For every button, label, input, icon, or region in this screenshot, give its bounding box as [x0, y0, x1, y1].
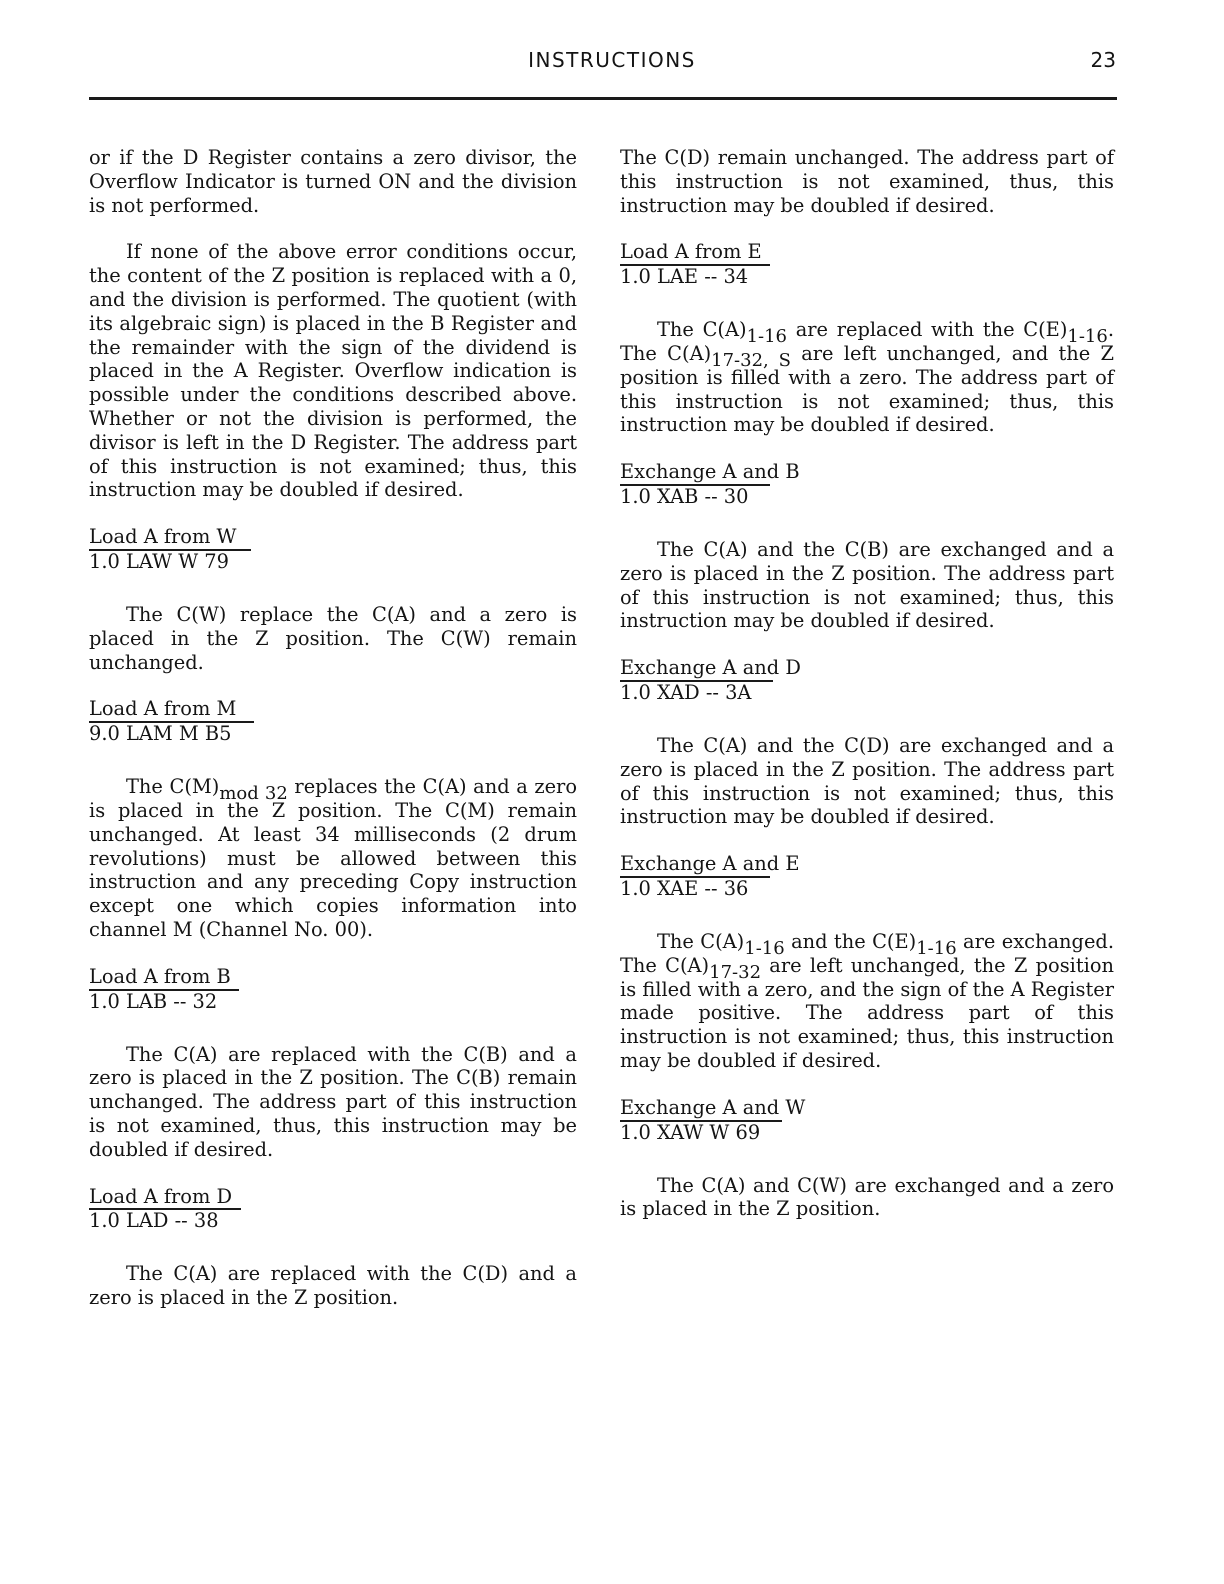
- header-rule: [89, 97, 1117, 100]
- paragraph: The C(A) are replaced with the C(B) and a zero is placed in the Z position. The C(B) remain unchanged. The address part of this instruction is not examined, thus, this instruction may be doubled if desired.: [89, 1042, 577, 1161]
- instruction-heading: Load A from W: [89, 525, 237, 549]
- instruction-heading: Load A from M: [89, 697, 237, 721]
- subscript: 1-16: [746, 326, 788, 348]
- paragraph: The C(D) remain unchanged. The address part of this instruction is not examined, thus, this instruction may be doubled if desired.: [620, 146, 1114, 217]
- text-run: and the C(E): [784, 929, 917, 953]
- instruction-code: 1.0 LAW W 79: [89, 549, 251, 572]
- subscript: 17-32: [709, 961, 762, 983]
- right-column: [620, 146, 1114, 1244]
- subscript: 1-16: [916, 937, 957, 959]
- instruction-heading: Load A from B: [89, 964, 231, 988]
- instruction-code: 1.0 LAE -- 34: [620, 264, 770, 287]
- paragraph: or if the D Register contains a zero divisor, the Overflow Indicator is turned ON and the division is not performed.: [89, 146, 577, 217]
- text-run: . The C(A): [620, 318, 1115, 365]
- paragraph: The C(A) and the C(D) are exchanged and a zero is placed in the Z position. The address part of this instruction is not examined; thus, this instruction may be doubled if desired.: [620, 733, 1114, 829]
- text-run: are left unchanged, and the Z position is filled with a zero. The address part of this instruction is not examined; thus, this instruction may be doubled if desired.: [620, 341, 1115, 437]
- instruction-code: 1.0 XAW W 69: [620, 1120, 782, 1143]
- instruction-heading: Exchange A and B: [620, 460, 800, 484]
- paragraph: The C(W) replace the C(A) and a zero is placed in the Z position. The C(W) remain unchanged.: [89, 602, 577, 674]
- instruction-code: 1.0 LAB -- 32: [89, 989, 239, 1012]
- text-run: The C(M): [126, 775, 220, 799]
- paragraph: The C(A) and the C(B) are exchanged and a zero is placed in the Z position. The address part of this instruction is not examined; thus, this instruction may be doubled if desired.: [620, 537, 1114, 633]
- text-run: The C(A): [657, 318, 747, 342]
- subscript: 17-32, S: [711, 349, 791, 371]
- instruction-code: 9.0 LAM M B5: [89, 721, 254, 744]
- left-column: [89, 146, 577, 1333]
- instruction-heading: Load A from D: [89, 1184, 233, 1208]
- paragraph: [89, 775, 577, 942]
- paragraph: If none of the above error conditions occur, the content of the Z position is replaced with a 0, and the division is performed. The quotient (with its algebraic sign) is placed in the B Register and the remainder with the sign of the dividend is placed in the A Register. Overflow indication is possible under the conditions described above. Whether or not the division is performed, the divisor is left in the D Register. The address part of this instruction is not examined; thus, this instruction may be doubled if desired.: [89, 240, 577, 502]
- instruction-code: 1.0 LAD -- 38: [89, 1208, 241, 1231]
- text-run: are exchanged. The C(A): [620, 929, 1114, 977]
- text-run: The C(A): [657, 929, 745, 953]
- paragraph: [620, 318, 1114, 437]
- instruction-code: 1.0 XAE -- 36: [620, 876, 770, 899]
- instruction-heading: Exchange A and W: [620, 1095, 806, 1119]
- text-run: are replaced with the C(E): [787, 318, 1068, 342]
- instruction-heading: Exchange A and E: [620, 852, 800, 876]
- instruction-heading: Load A from E: [620, 240, 762, 264]
- instruction-code: 1.0 XAD -- 3A: [620, 680, 773, 703]
- instruction-heading: Exchange A and D: [620, 656, 801, 680]
- running-header: INSTRUCTIONS: [528, 48, 696, 72]
- page-number: 23: [1090, 48, 1116, 72]
- subscript: mod 32: [219, 783, 288, 805]
- instruction-code: 1.0 XAB -- 30: [620, 484, 770, 507]
- paragraph: The C(A) and C(W) are exchanged and a zero is placed in the Z position.: [620, 1173, 1114, 1221]
- text-run: are left unchanged, the Z position is filled with a zero, and the sign of the A Register made positive. The address part of this instruction is not examined; thus, this instruction may be doubled if desired.: [620, 953, 1115, 1072]
- subscript: 1-16: [744, 937, 785, 959]
- paragraph: The C(A) are replaced with the C(D) and a zero is placed in the Z position.: [89, 1262, 577, 1310]
- paragraph: [620, 930, 1114, 1073]
- text-run: replaces the C(A) and a zero is placed in the Z position. The C(M) remain unchanged. At least 34 milliseconds (2 drum revolutions) must be allowed between this instruction and any preceding Copy instruction except one which copies information into channel M (Channel No. 00).: [89, 775, 578, 941]
- subscript: 1-16: [1067, 326, 1108, 348]
